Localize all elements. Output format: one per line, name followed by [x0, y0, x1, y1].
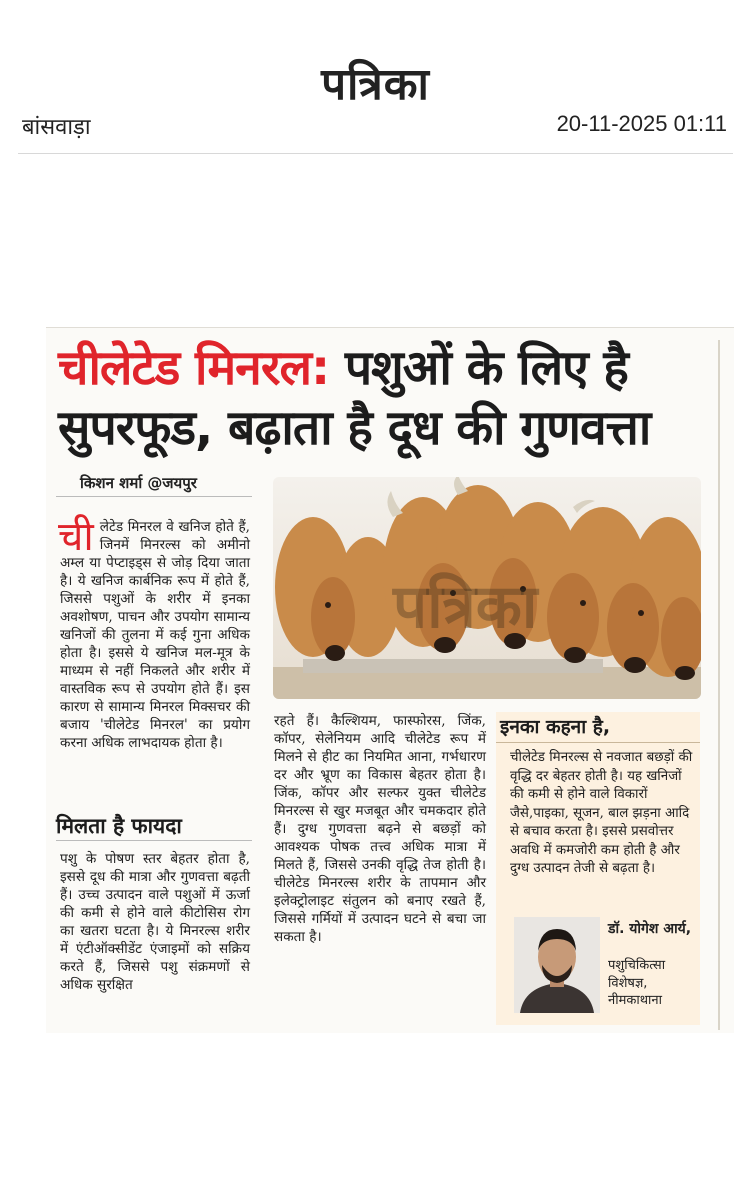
- byline-divider: [56, 496, 252, 497]
- publish-datetime: 20-11-2025 01:11: [556, 111, 727, 136]
- quote-divider: [496, 742, 700, 743]
- header-divider: [18, 153, 733, 154]
- cattle-photo: [273, 477, 701, 699]
- quote-title: इनका कहना है,: [500, 716, 611, 738]
- photo-watermark: पत्रिका: [393, 572, 538, 642]
- headline-text: पशुओं के लिए है सुपरफूड, बढ़ाता है दूध की गुणवत्ता: [58, 340, 651, 456]
- edition-name: बांसवाड़ा: [22, 115, 91, 140]
- byline: किशन शर्मा @जयपुर: [80, 474, 197, 492]
- masthead-logo: पत्रिका: [321, 59, 430, 110]
- article-intro: लेटेड मिनरल वे खनिज होते हैं, जिनमें मिनरल्स को अमीनो अम्ल या पेप्टाइड्स से जोड़ दिया जाता है। ये खनिज कार्बनिक रूप में होते हैं, जिससे पशुओं के शरीर में इनका अवशोषण, पाचन और उपयोग सामान्य खनिजों की तुलना में कई गुना अधिक होता है। इससे ये खनिज मल-मूत्र के माध्यम से नहीं निकलते और शरीर में वास्तविक रूप से उपयोग होते हैं। इस कारण से सामान्य मिनरल मिक्सचर की बजाय 'चीलेटेड मिनरल' का प्रयोग करना अधिक लाभदायक होता है।: [60, 519, 250, 751]
- person-icon: [514, 917, 600, 1013]
- author-role: पशुचिकित्सा विशेषज्ञ, नीमकाथाना: [608, 958, 666, 1008]
- cattle-illustration: [273, 477, 701, 699]
- section-subhead: मिलता है फायदा: [56, 814, 182, 838]
- quote-text: चीलेटेड मिनरल्स से नवजात बछड़ों की वृद्धि दर बेहतर होती है। यह खनिजों की कमी से होने वाले विकारों जैसे,पाइका, सूजन, बाल झड़ना आदि से बचाव करता है। इससे प्रसवोत्तर अवधि में कमजोरी कम होती है और दुग्ध उत्पादन तेजी से बढ़ता है।: [510, 750, 693, 876]
- clipping-edge: [718, 340, 720, 1030]
- subhead-divider: [56, 840, 252, 841]
- drop-cap: ची: [58, 514, 94, 560]
- article-headline: [58, 338, 708, 458]
- article-column-2: रहते हैं। कैल्शियम, फास्फोरस, जिंक, कॉपर, सेलेनियम आदि चीलेटेड रूप में मिलने से हीट का नियमित आना, गर्भधारण दर और भ्रूण का विकास बेहतर होता है। जिंक, कॉपर और सल्फर युक्त चीलेटेड मिनरल्स से खुर मजबूत और चमकदार होते हैं। दुग्ध गुणवत्ता बढ़ने से बछड़ों को आवश्यक पोषक तत्त्व अधिक मात्रा में मिलते हैं, जिससे उनकी वृद्धि तेज होती है। चीलेटेड मिनरल्स शरीर के तापमान और इलेक्ट्रोलाइट संतुलन को बनाए रखते हैं, जिससे गर्मियों में उत्पादन घटने से बचा जा सकता है।: [274, 713, 486, 945]
- article-benefits: पशु के पोषण स्तर बेहतर होता है, इससे दूध की मात्रा और गुणवत्ता बढ़ती हैं। उच्च उत्पादन वाले पशुओं में ऊर्जा की कमी से होने वाले कीटोसिस रोग का खतरा घटता है। ये मिनरल्स शरीर में एंटीऑक्सीडेंट एंजाइमों को सक्रिय करते हैं, जिससे पशु संक्रमणों से अधिक सुरक्षित: [60, 851, 250, 993]
- article-column-1: [58, 514, 250, 752]
- author-name: डॉ. योगेश आर्य,: [608, 921, 692, 937]
- headline-highlight: चीलेटेड मिनरल:: [58, 340, 330, 396]
- avatar: [514, 917, 600, 1013]
